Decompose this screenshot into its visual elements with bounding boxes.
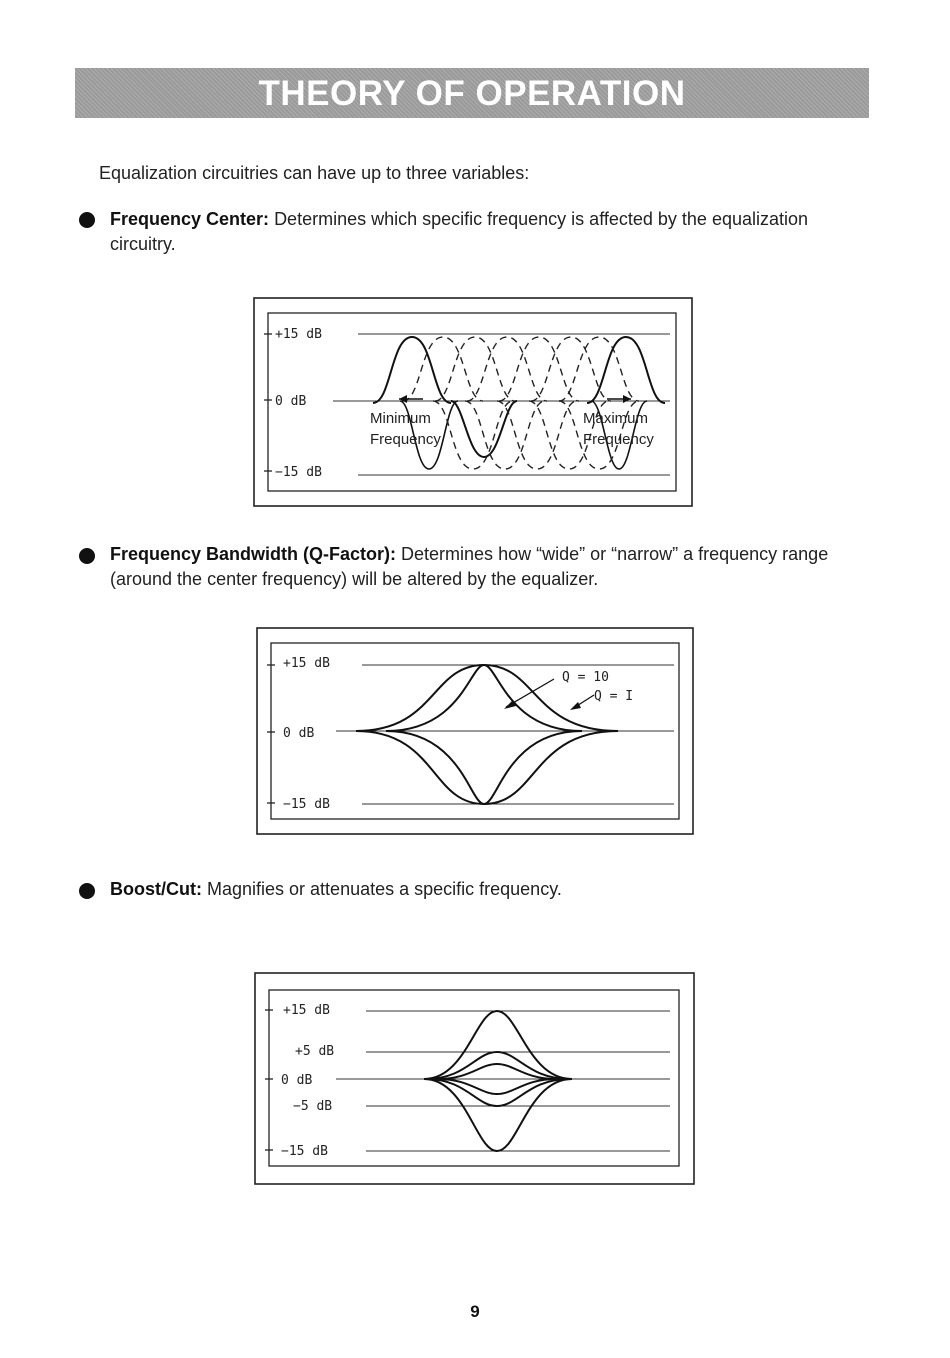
axis-label-minus5: −5 dB	[293, 1099, 333, 1114]
figure-boost-cut	[254, 972, 697, 1187]
term-label: Boost/Cut:	[110, 879, 202, 899]
header-bar	[75, 68, 869, 118]
section-frequency-bandwidth	[110, 542, 870, 592]
bullet-icon	[79, 883, 95, 899]
axis-label-plus15: +15 dB	[275, 327, 322, 342]
axis-label-plus15: +15 dB	[283, 656, 330, 671]
page-number: 9	[470, 1302, 480, 1321]
term-label: Frequency Center:	[110, 209, 270, 229]
page-title: THEORY OF OPERATION	[258, 74, 686, 113]
axis-label-plus15: +15 dB	[283, 1003, 330, 1018]
figure-frequency-center	[253, 297, 695, 509]
figure-bandwidth	[256, 627, 696, 837]
term-description: Magnifies or attenuates a specific frequency.	[207, 879, 562, 899]
q1-label: Q = I	[594, 689, 634, 704]
minimum-label: Minimum	[370, 410, 431, 427]
section-boost-cut	[110, 877, 870, 902]
bullet-icon	[79, 212, 95, 228]
axis-label-0: 0 dB	[281, 1073, 313, 1088]
axis-label-0: 0 dB	[283, 726, 315, 741]
term-description: Determines how “wide” or “narrow” a frequency range (around the center frequency) will be altered by the equalizer.	[110, 544, 829, 589]
intro-text: Equalization circuitries can have up to three variables:	[99, 163, 530, 183]
axis-label-plus5: +5 dB	[295, 1044, 335, 1059]
axis-label-minus15: −15 dB	[281, 1144, 328, 1159]
maximum-frequency-label: Frequency	[583, 431, 654, 448]
axis-label-minus15: −15 dB	[283, 797, 330, 812]
q10-label: Q = 10	[562, 670, 609, 685]
maximum-label: Maximum	[583, 410, 649, 427]
axis-label-0: 0 dB	[275, 394, 307, 409]
section-frequency-center	[110, 207, 870, 257]
minimum-frequency-label: Frequency	[370, 431, 441, 448]
bullet-icon	[79, 548, 95, 564]
axis-label-minus15: −15 dB	[275, 465, 322, 480]
term-description: Determines which specific frequency is affected by the equalization circuitry.	[110, 209, 809, 254]
term-label: Frequency Bandwidth (Q-Factor):	[110, 544, 397, 564]
